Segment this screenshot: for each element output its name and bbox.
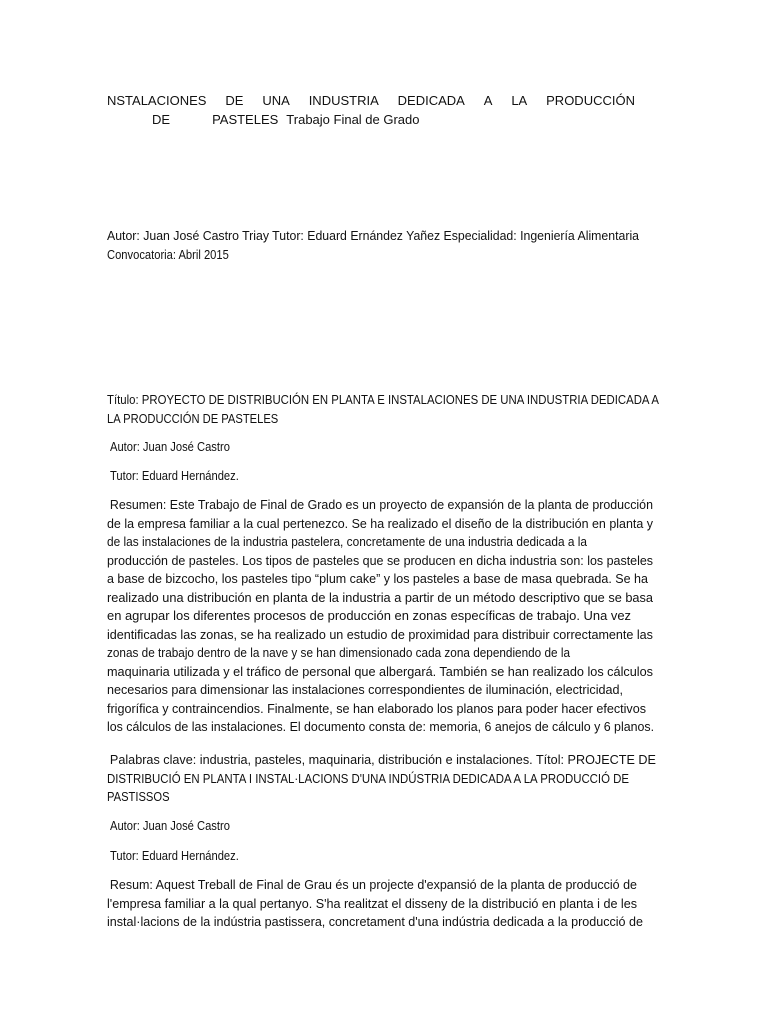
title-word: NSTALACIONES [107,93,207,108]
spanish-title-line: LA PRODUCCIÓN DE PASTELES [107,410,279,426]
spanish-abstract [107,496,667,737]
abstract-line: de las instalaciones de la industria pastelera, concretamente de una industria dedicada a la [107,534,587,549]
abstract-line: identificadas las zonas, se ha realizado un estudio de proximidad para distribuir correctamente las [107,626,653,642]
abstract-line: necesarios para dimensionar las instalaciones correspondientes de iluminación, electricidad, [107,682,624,697]
spanish-author: Autor: Juan José Castro [110,439,230,454]
abstract-line: a base de bizcocho, los pasteles tipo “plum cake” y los pasteles a base de masa quebrada. Se ha [107,571,648,586]
abstract-line: instal·lacions de la indústria pastissera, concretament d'una indústria dedicada a la producció de [107,914,643,929]
keywords-title-line: Palabras clave: industria, pasteles, maquinaria, distribución e instalaciones. Títol: PROJECTE DE [109,752,656,767]
catalan-title-line: PASTISSOS [107,789,170,804]
title-word: DE [225,93,244,108]
title-word: PASTELES [212,112,279,127]
catalan-title-line: DISTRIBUCIÓ EN PLANTA I INSTAL·LACIONS D'UNA INDÚSTRIA DEDICADA A LA PRODUCCIÓ DE [107,770,630,786]
title-word: A [483,93,493,108]
abstract-line: los cálculos de las instalaciones. El documento consta de: memoria, 6 anejos de cálculo y 6 planos. [107,719,655,734]
catalan-abstract [107,876,667,932]
document-subtitle: Trabajo Final de Grado [286,112,420,127]
catalan-title [107,751,667,807]
spanish-title-line: Título: PROYECTO DE DISTRIBUCIÓN EN PLANTA E INSTALACIONES DE UNA INDUSTRIA DEDICADA A [107,392,659,407]
abstract-line: producción de pasteles. Los tipos de pasteles que se producen en dicha industria son: los pasteles [107,552,654,568]
title-word: LA [511,93,528,108]
title-word: PRODUCCIÓN [546,93,635,108]
title-word: DEDICADA [397,93,465,108]
author-line: Autor: Juan José Castro Triay Tutor: Eduard Ernández Yañez Especialidad: Ingeniería Alimentaria [107,228,640,243]
abstract-line: en agrupar los diferentes procesos de producción en zonas específicas de trabajo. Una vez [107,608,631,623]
document-title-line-2 [152,111,420,129]
title-word: DE [152,112,171,127]
document-title-line-1 [107,92,635,110]
title-word: UNA [262,93,290,108]
catalan-tutor: Tutor: Eduard Hernández. [110,848,239,863]
abstract-line: Resumen: Este Trabajo de Final de Grado es un proyecto de expansión de la planta de producción [109,497,653,512]
spanish-title [107,391,667,428]
convocatoria-line: Convocatoria: Abril 2015 [107,246,229,262]
title-word: INDUSTRIA [308,93,379,108]
abstract-line: zonas de trabajo dentro de la nave y se han dimensionado cada zona dependiendo de la [107,645,571,660]
abstract-line: maquinaria utilizada y el tráfico de personal que albergará. También se han realizado los cálculos [107,663,653,679]
abstract-line: realizado una distribución en planta de la industria a partir de un método descriptivo que se basa [107,589,654,605]
catalan-author: Autor: Juan José Castro [110,818,230,833]
abstract-line: l'empresa familiar a la qual pertanyo. S'ha realitzat el disseny de la distribució en planta i de les [107,895,638,911]
abstract-line: Resum: Aquest Treball de Final de Grau és un projecte d'expansió de la planta de producció de [109,877,637,892]
spanish-tutor: Tutor: Eduard Hernández. [110,468,239,483]
abstract-line: frigorífica y contraincendios. Finalmente, se han elaborado los planos para poder hacer efectivos [107,700,646,716]
author-block [107,227,667,264]
abstract-line: de la empresa familiar a la cual pertenezco. Se ha realizado el diseño de la distribución en planta y [107,515,653,531]
